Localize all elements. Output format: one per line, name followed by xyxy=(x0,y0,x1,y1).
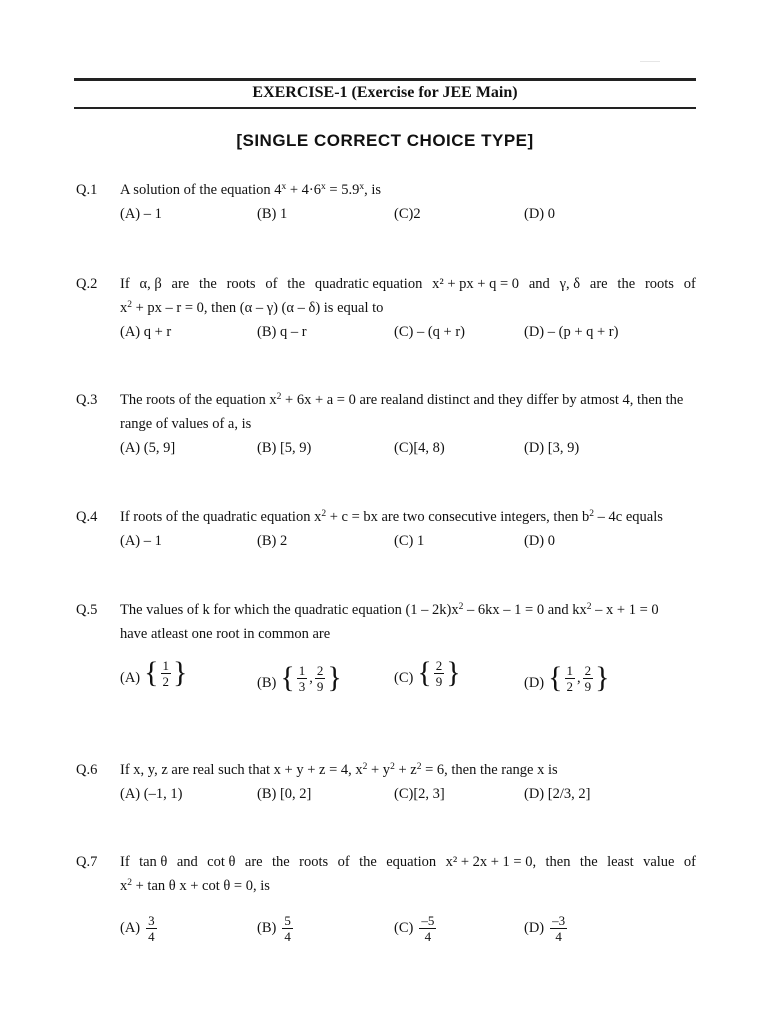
question-text-line-1: The values of k for which the quadratic equation $(1 - 2k)x^2 - 6kx - 1 = 0$ and $kx^2 - x + 1 = 0$ xyxy=(120,602,659,618)
option-c xyxy=(394,906,438,950)
numerator: 2 xyxy=(435,657,443,673)
fraction xyxy=(146,913,157,944)
option-a xyxy=(120,654,187,702)
option-d xyxy=(524,654,610,707)
options xyxy=(120,529,696,553)
option-a xyxy=(120,906,159,950)
option-b xyxy=(257,654,342,707)
option-label: (B) xyxy=(257,920,277,936)
word: least xyxy=(607,854,634,870)
option-label: (D) xyxy=(524,920,545,936)
denominator: 4 xyxy=(284,929,291,945)
word: quadratic equation xyxy=(314,276,423,292)
option-d xyxy=(524,906,569,950)
numerator: 3 xyxy=(148,913,155,929)
option-a: (A) – 1 xyxy=(120,206,162,222)
option-a: (A) – 1 xyxy=(120,533,162,549)
options xyxy=(120,436,696,460)
question-number: Q.7 xyxy=(76,854,98,870)
word: are xyxy=(589,276,608,292)
numerator: 1 xyxy=(566,662,574,678)
question-text-line-2: have atleast one root in common are xyxy=(120,626,331,642)
question-number: Q.1 xyxy=(76,182,98,198)
word: If xyxy=(120,276,130,292)
option-b: (B) [0, 2] xyxy=(257,786,312,802)
denominator: 4 xyxy=(148,929,155,945)
option-c: (C) 1 xyxy=(394,533,425,549)
word: are xyxy=(244,854,263,870)
numerator: 2 xyxy=(584,662,592,678)
brace-open: { xyxy=(144,656,159,689)
option-label: (C) xyxy=(394,670,414,686)
fraction xyxy=(315,663,326,694)
option-a: (A) q + r xyxy=(120,324,172,340)
word: cot θ xyxy=(207,854,236,870)
word: of xyxy=(337,854,350,870)
option-b xyxy=(257,906,295,950)
separator: , xyxy=(577,670,581,686)
option-label: (A) xyxy=(120,920,141,936)
word: α, β xyxy=(139,276,162,292)
question-number: Q.2 xyxy=(76,276,98,292)
question-number: Q.6 xyxy=(76,762,98,778)
word: are xyxy=(171,276,190,292)
word: γ, δ xyxy=(559,276,581,292)
options xyxy=(120,654,696,702)
options xyxy=(120,320,696,344)
question-text: If x, y, z are real such that x + y + z = 4, $x^2 + y^2 + z^2 = 6$, then the range x is xyxy=(120,762,558,778)
exercise-title: EXERCISE-1 (Exercise for JEE Main) xyxy=(252,84,518,101)
section-title: [SINGLE CORRECT CHOICE TYPE] xyxy=(236,131,534,150)
numerator: 1 xyxy=(162,657,170,673)
word: the xyxy=(579,854,598,870)
question-number: Q.3 xyxy=(76,392,98,408)
option-c xyxy=(394,654,461,702)
word: value xyxy=(643,854,675,870)
option-d: (D) 0 xyxy=(524,206,556,222)
header-rule-bottom xyxy=(74,107,696,109)
question-text: If roots of the quadratic equation $x^2 + c$ = bx are two consecutive integers, then $b^2 - 4c$ equals xyxy=(120,509,663,525)
word: roots xyxy=(226,276,256,292)
fraction xyxy=(434,658,445,689)
option-c: (C)[4, 8) xyxy=(394,440,445,456)
word: of xyxy=(265,276,278,292)
brace-open: { xyxy=(548,661,563,694)
option-c: (C)[2, 3] xyxy=(394,786,445,802)
faint-mark xyxy=(640,61,660,62)
separator: , xyxy=(309,670,313,686)
word: x² + px + q = 0 xyxy=(432,276,520,292)
word: and xyxy=(528,276,550,292)
option-a: (A) (5, 9] xyxy=(120,440,176,456)
word: and xyxy=(176,854,198,870)
options xyxy=(120,202,696,226)
question-text-line-1 xyxy=(120,272,696,296)
word: equation xyxy=(386,854,437,870)
denominator: 9 xyxy=(435,673,443,689)
denominator: 9 xyxy=(584,678,592,694)
header-rule-top xyxy=(74,78,696,81)
denominator: 4 xyxy=(555,929,562,945)
numerator: –5 xyxy=(421,913,435,929)
option-label: (D) xyxy=(524,675,545,691)
option-c: (C) – (q + r) xyxy=(394,324,465,340)
numerator: 1 xyxy=(298,662,306,678)
denominator: 2 xyxy=(566,678,574,694)
option-c: (C)2 xyxy=(394,206,421,222)
option-label: (B) xyxy=(257,675,277,691)
option-d: (D) [2/3, 2] xyxy=(524,786,591,802)
option-d: (D) [3, 9) xyxy=(524,440,580,456)
denominator: 2 xyxy=(162,673,170,689)
brace-close: } xyxy=(173,656,188,689)
question-text-line-2: range of values of a, is xyxy=(120,416,252,432)
brace-close: } xyxy=(595,661,610,694)
brace-close: } xyxy=(446,656,461,689)
word: the xyxy=(199,276,217,292)
question-number: Q.5 xyxy=(76,602,98,618)
question-text: A solution of the equation $4^x + 4\cdot 6^x = 5.9^x$, is xyxy=(120,182,381,198)
denominator: 4 xyxy=(424,929,432,945)
word: x² + 2x + 1 = 0, xyxy=(445,854,537,870)
word: roots xyxy=(299,854,329,870)
fraction xyxy=(282,913,293,944)
fraction xyxy=(565,663,576,694)
options xyxy=(120,906,696,950)
word: of xyxy=(683,276,696,292)
word: tan θ xyxy=(139,854,168,870)
fraction xyxy=(297,663,308,694)
word: roots xyxy=(644,276,674,292)
set-notation xyxy=(144,658,187,689)
numerator: –3 xyxy=(552,913,566,929)
set-notation xyxy=(280,654,341,702)
question-text-line-1: The roots of the equation $x^2 + 6x + a = 0$ are realand distinct and they differ by atmost 4, then the xyxy=(120,392,684,408)
question-text-line-2: $x^2$ + px – r = 0, then (α – γ) (α – δ) is equal to xyxy=(120,300,384,316)
question-text-line-2: $x^2 + \tan \theta$ x + cot θ = 0, is xyxy=(120,878,270,894)
option-d: (D) – (p + q + r) xyxy=(524,324,619,340)
word: the xyxy=(287,276,306,292)
fraction xyxy=(419,913,436,944)
option-label: (A) xyxy=(120,670,141,686)
numerator: 5 xyxy=(284,913,291,929)
denominator: 9 xyxy=(316,678,324,694)
brace-close: } xyxy=(327,661,342,694)
fraction xyxy=(161,658,172,689)
option-d: (D) 0 xyxy=(524,533,556,549)
word: the xyxy=(272,854,290,870)
set-notation xyxy=(417,658,460,689)
denominator: 3 xyxy=(298,678,306,694)
word: the xyxy=(617,276,636,292)
option-b: (B) q – r xyxy=(257,324,307,340)
numerator: 2 xyxy=(316,662,324,678)
set-notation xyxy=(548,654,609,702)
word: the xyxy=(359,854,377,870)
word: of xyxy=(683,854,696,870)
brace-open: { xyxy=(417,656,432,689)
option-b: (B) 1 xyxy=(257,206,288,222)
options xyxy=(120,782,696,806)
option-b: (B) [5, 9) xyxy=(257,440,312,456)
word: If xyxy=(120,854,130,870)
question-number: Q.4 xyxy=(76,509,98,525)
brace-open: { xyxy=(280,661,295,694)
fraction xyxy=(550,913,567,944)
option-a: (A) (–1, 1) xyxy=(120,786,183,802)
option-label: (C) xyxy=(394,920,414,936)
option-b: (B) 2 xyxy=(257,533,288,549)
question-text-line-1 xyxy=(120,850,696,874)
fraction xyxy=(583,663,594,694)
word: then xyxy=(545,854,571,870)
